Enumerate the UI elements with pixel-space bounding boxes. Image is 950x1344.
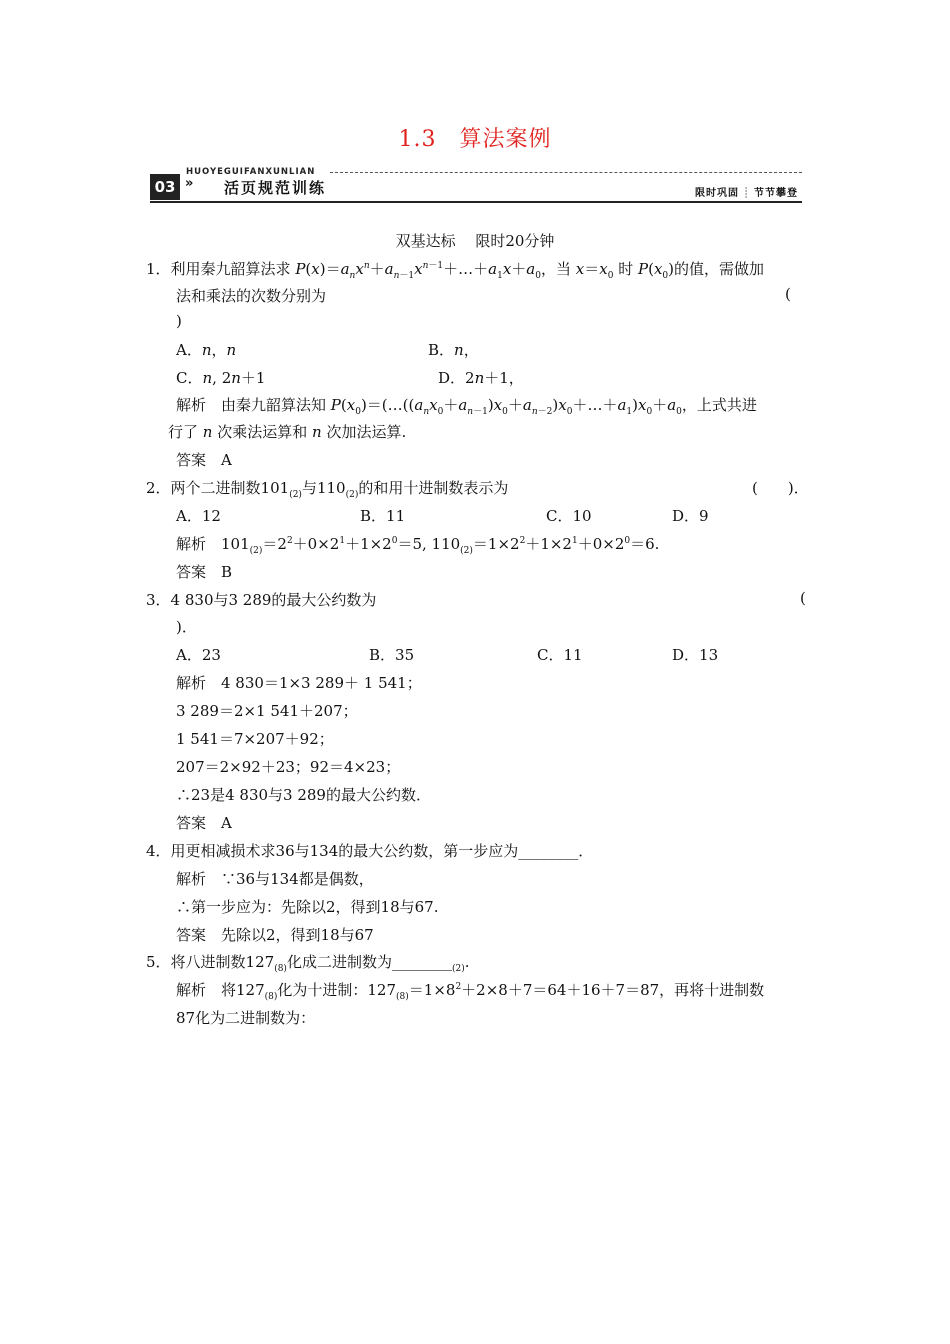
q3-paren-open: (: [800, 589, 806, 607]
q4-stem: 4．用更相减损术求36与134的最大公约数，第一步应为________．: [146, 842, 594, 860]
q2-stem-text: 2．两个二进制数101: [146, 479, 290, 497]
q3-option-b: B．35: [369, 646, 415, 664]
banner-right-left: 限时巩固: [694, 188, 739, 199]
q5-solution-1: 解析 将$127_{(8)}$化为十进制：$127_{(8)}=1\times 8^2+2\times 8+7=64+16+7=87$，再将十进制数: [176, 981, 765, 1002]
q5-solution-2: 87化为二进制数为：: [176, 1009, 316, 1027]
q3-solution-4: 207＝2×92＋23；92＝4×23；: [176, 758, 401, 776]
q3-solution-2: 3 289＝2×1 541＋207；: [176, 702, 358, 720]
section-subtitle: 双基达标 限时20分钟: [395, 232, 555, 250]
banner-number: 03: [150, 174, 180, 200]
q2-option-c: C．10: [546, 507, 592, 525]
q1-option-a: A．n，n: [176, 341, 237, 359]
q2-option-b: B．11: [360, 507, 406, 525]
q1-option-d: D．2n＋1，: [438, 369, 524, 387]
chevron-icon: »: [185, 176, 194, 191]
banner-right-right: 节节攀登: [754, 188, 798, 199]
q5-stem: 5．将八进制数$127_{(8)}$化成二进制数为$\_\_\_\_\_\_\_\__{(2)}$.: [146, 953, 470, 974]
q3-solution-3: 1 541＝7×207＋92；: [176, 730, 334, 748]
banner-dashed-line: [330, 172, 802, 173]
q3-paren-close: )．: [176, 618, 197, 636]
q3-option-a: A．23: [176, 646, 221, 664]
q1-paren-close: ): [176, 312, 182, 330]
page-title: 1.3 算法案例: [398, 127, 552, 152]
q4-solution-2: ∴第一步应为：先除以2，得到18与67.: [176, 898, 439, 916]
q4-answer: 答案 先除以2，得到18与67: [176, 926, 374, 944]
q3-answer: 答案 A: [176, 814, 232, 832]
q3-solution-1: 解析 4 830＝1×3 289＋ 1 541；: [176, 674, 422, 692]
q2-answer: 答案 B: [176, 563, 233, 581]
q1-option-b: B．n，: [428, 341, 479, 359]
q1-answer: 答案 A: [176, 451, 232, 469]
banner-divider: ┊: [742, 188, 750, 199]
q3-stem: 3．4 830与3 289的最大公约数为: [146, 591, 377, 609]
q1-stem: 1．利用秦九韶算法求 $P(x)=a_nx^n+a_{n-1}x^{n-1}+\dots+a_1x+a_0$，当 $x=x_0$ 时 $P(x_0)$的值，需做加: [146, 260, 765, 281]
q1-solution-cont: 行了 n 次乘法运算和 n 次加法运算.: [168, 423, 407, 441]
banner-title: 活页规范训练: [224, 179, 327, 197]
banner-right-labels: [695, 184, 798, 199]
q3-option-c: C．11: [537, 646, 583, 664]
q2-solution: 解析 $101_{(2)}=2^2+0\times 2^1+1\times 2^0=5$, $110_{(2)}=1\times 2^2+1\times 2^1+0\times 2^0=6$.: [176, 535, 660, 556]
q2-stem: 2．两个二进制数$101_{(2)}$与$110_{(2)}$的和用十进制数表示为: [146, 479, 509, 500]
q1-solution: 解析 由秦九韶算法知 $P(x_0)=(\dots((a_nx_0+a_{n-1})x_0+a_{n-2})x_0+\dots+a_1)x_0+a_0$，上式共进: [176, 396, 757, 417]
q2-paren: ( )．: [752, 479, 809, 497]
q1-paren-open: (: [785, 285, 791, 303]
q1-option-c: C．n, 2n＋1: [176, 369, 266, 387]
q4-solution-1: 解析 ∵36与134都是偶数，: [176, 870, 374, 888]
q2-option-d: D．9: [672, 507, 709, 525]
banner-pinyin: HUOYEGUIFANXUNLIAN: [186, 167, 316, 177]
q3-option-d: D．13: [672, 646, 719, 664]
q3-solution-5: ∴23是4 830与3 289的最大公约数．: [176, 786, 431, 804]
banner-rule: [150, 201, 802, 203]
q2-option-a: A．12: [176, 507, 221, 525]
q1-stem-cont: 法和乘法的次数分别为: [176, 287, 327, 305]
section-banner: [150, 167, 802, 203]
